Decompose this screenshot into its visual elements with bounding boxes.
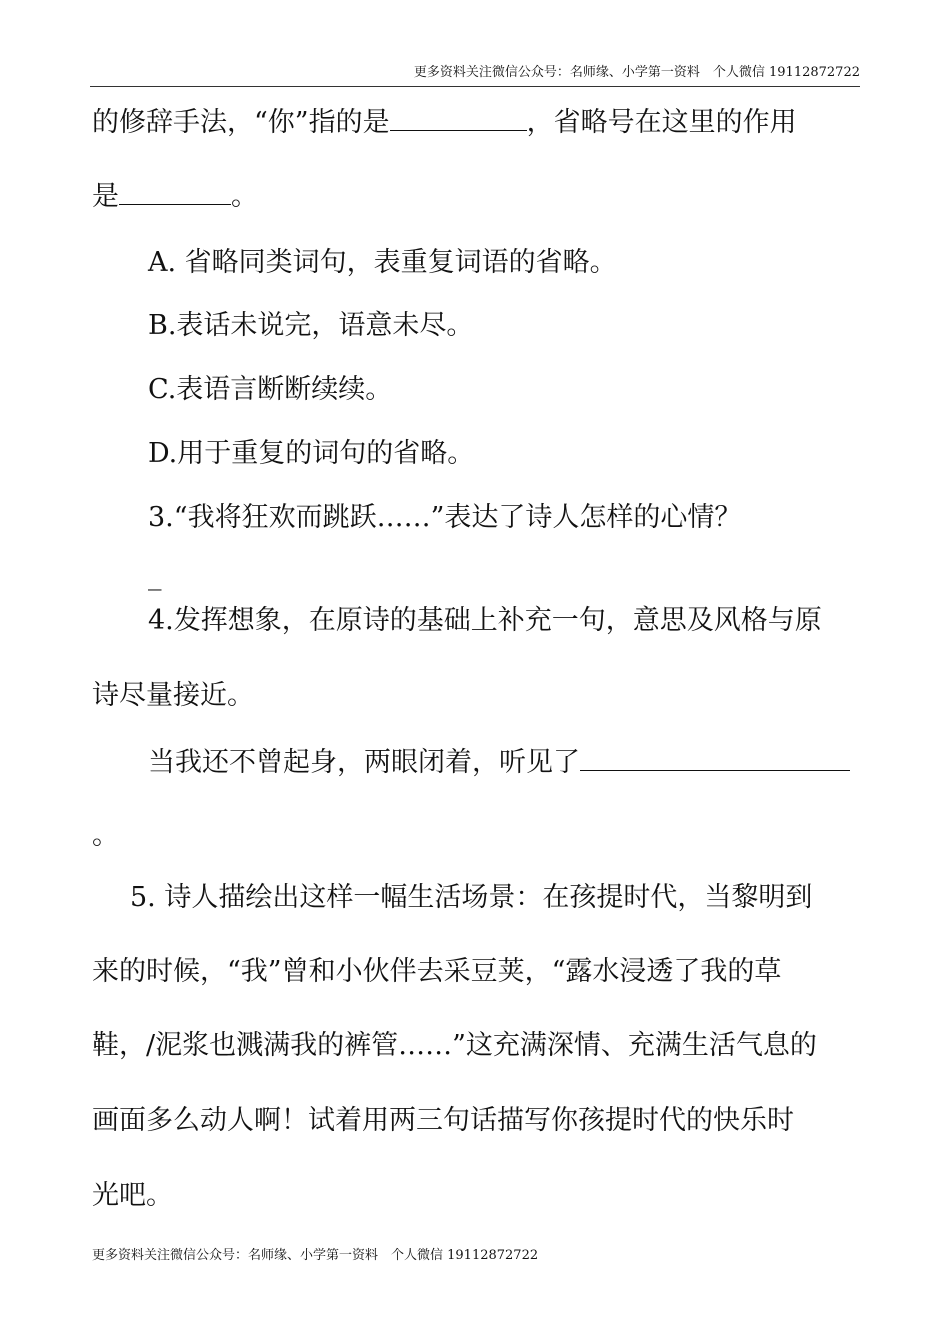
question-5-line-5: 光吧。 bbox=[92, 1180, 173, 1211]
question-2-line-2 bbox=[92, 178, 258, 215]
option-a: A. 省略同类词句，表重复词语的省略。 bbox=[148, 247, 617, 278]
page-footer bbox=[92, 1247, 538, 1265]
question-3: 3.“我将狂欢而跳跃……”表达了诗人怎样的心情？ bbox=[148, 502, 742, 533]
answer-blank-supplement-line[interactable] bbox=[580, 744, 850, 771]
option-c: C.表语言断断续续。 bbox=[148, 374, 393, 405]
question-3-answer-line[interactable]: _ bbox=[148, 560, 162, 591]
question-2-text-c: 是 bbox=[92, 181, 119, 212]
question-5-line-2: 来的时候，“我”曾和小伙伴去采豆荚，“露水浸透了我的草 bbox=[92, 956, 782, 987]
header-text: 更多资料关注微信公众号：名师缘、小学第一资料 个人微信 19112872722 bbox=[413, 65, 860, 80]
question-4-prompt-line bbox=[148, 744, 850, 781]
question-5-line-1: 5. 诗人描绘出这样一幅生活场景：在孩提时代，当黎明到 bbox=[130, 882, 813, 913]
question-4-line-1: 4.发挥想象，在原诗的基础上补充一句，意思及风格与原 bbox=[148, 605, 822, 636]
question-2-text-d: 。 bbox=[231, 181, 258, 212]
page-header bbox=[90, 64, 860, 87]
answer-blank-you-refers-to[interactable] bbox=[390, 104, 527, 131]
question-5-line-3: 鞋，/泥浆也溅满我的裤管……”这充满深情、充满生活气息的 bbox=[92, 1030, 817, 1061]
question-2-text-b: ，省略号在这里的作用 bbox=[526, 107, 797, 138]
option-b: B.表话未说完，语意未尽。 bbox=[148, 310, 474, 341]
question-4-line-2: 诗尽量接近。 bbox=[92, 680, 254, 711]
option-d: D.用于重复的词句的省略。 bbox=[148, 438, 475, 469]
question-5-line-4: 画面多么动人啊！试着用两三句话描写你孩提时代的快乐时 bbox=[92, 1105, 794, 1136]
answer-blank-ellipsis-function[interactable] bbox=[119, 178, 231, 205]
question-2-line-1 bbox=[92, 104, 797, 141]
footer-text: 更多资料关注微信公众号：名师缘、小学第一资料 个人微信 19112872722 bbox=[92, 1248, 539, 1263]
question-4-prompt: 当我还不曾起身，两眼闭着，听见了 bbox=[148, 747, 580, 778]
question-2-text-a: 的修辞手法，“你”指的是 bbox=[92, 107, 390, 138]
question-4-end-mark: 。 bbox=[92, 820, 119, 851]
